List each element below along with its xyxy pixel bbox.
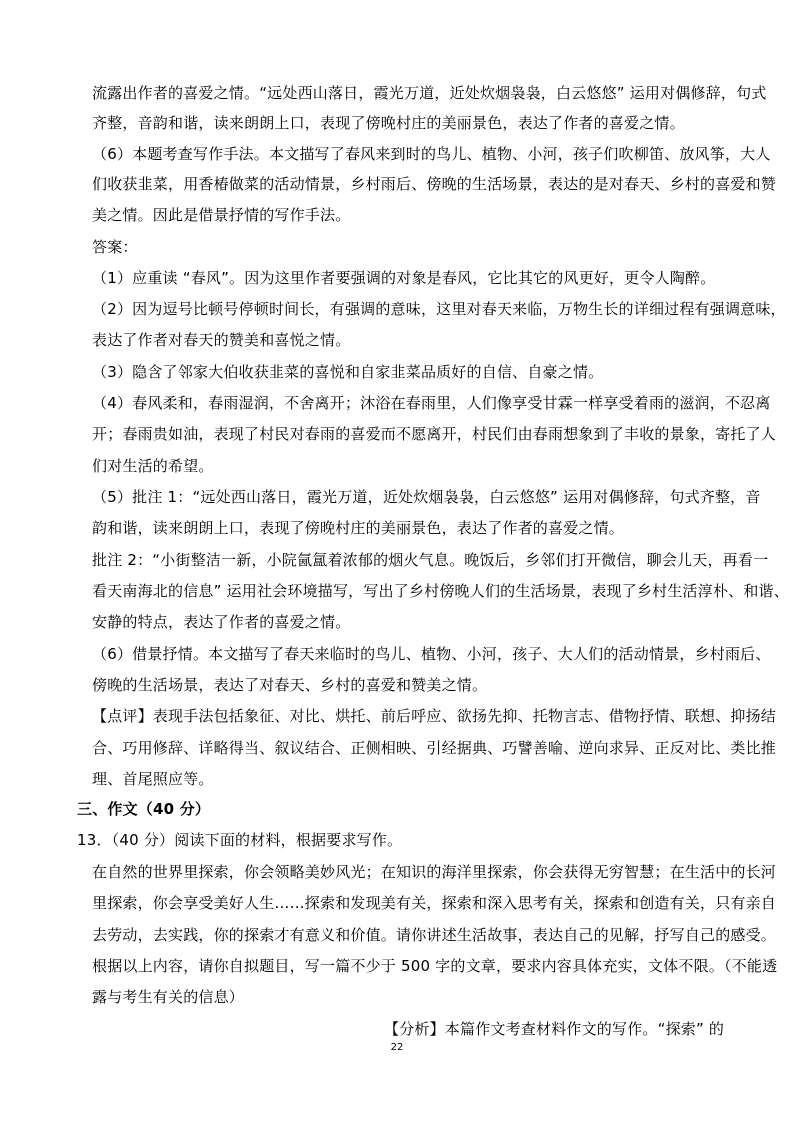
text-line: 开；春雨贵如油，表现了村民对春雨的喜爱而不愿离开，村民们由春雨想象到了丰收的景象，寄托了人 [92,425,777,443]
text-line: （6）本题考查写作手法。本文描写了春风来到时的鸟儿、植物、小河，孩子们吹柳笛、放风筝，大人 [92,145,771,163]
text-line: 齐整，音韵和谐，读来朗朗上口，表现了傍晚村庄的美丽景色，表达了作者的喜爱之情。 [92,114,685,132]
text-line: （5）批注 1：“远处西山落日，霞光万道，近处炊烟袅袅，白云悠悠” 运用对偶修辞，句式齐整，音 [92,488,761,506]
text-line: 流露出作者的喜爱之情。“远处西山落日，霞光万道，近处炊烟袅袅，白云悠悠” 运用对偶修辞，句式 [92,84,767,102]
question-line: 13．（40 分）阅读下面的材料，根据要求写作。 [77,831,403,849]
text-line: 韵和谐，读来朗朗上口，表现了傍晚村庄的美丽景色，表达了作者的喜爱之情。 [92,519,625,537]
text-line: （3）隐含了邻家大伯收获韭菜的喜悦和自家韭菜品质好的自信、自豪之情。 [92,363,604,381]
material-line: 露与考生有关的信息） [92,988,245,1006]
material-line: 根据以上内容，请你自拟题目，写一篇不少于 500 字的文章，要求内容具体充实，文体不限。（不能透 [92,957,778,975]
text-line: 理、首尾照应等。 [92,770,214,788]
analysis-line: 【分析】本篇作文考查材料作文的写作。“探索” 的 [384,1020,725,1038]
section-heading: 三、作文（40 分） [77,800,211,818]
text-line: 合、巧用修辞、详略得当、叙议结合、正侧相映、引经据典、巧譬善喻、逆向求异、正反对比、类比推 [92,739,777,757]
text-line: 表达了作者对春天的赞美和喜悦之情。 [92,331,351,349]
text-line: （4）春风柔和，春雨湿润，不舍离开；沐浴在春雨里，人们像享受甘霖一样享受着雨的滋润，不忍离 [92,394,771,412]
material-line: 里探索，你会享受美好人生……探索和发现美有关，探索和深入思考有关，探索和创造有关，只有亲自 [92,894,777,912]
answer-heading: 答案： [92,238,138,256]
text-line: 安静的特点，表达了作者的喜爱之情。 [92,613,351,631]
text-line: （2）因为逗号比顿号停顿时间长，有强调的意味，这里对春天来临，万物生长的详细过程有强调意味， [92,300,786,318]
material-line: 在自然的世界里探索，你会领略美妙风光；在知识的海洋里探索，你会获得无穷智慧；在生活中的长河 [92,863,777,881]
text-line: （1）应重读 “春风”。因为这里作者要强调的对象是春风，它比其它的风更好，更令人陶醉。 [92,269,716,287]
text-line: 批注 2：“小街整洁一新，小院氤氲着浓郁的烟火气息。晚饭后，乡邻们打开微信，聊会儿天，再看一 [92,551,769,569]
text-line: （6）借景抒情。本文描写了春天来临时的鸟儿、植物、小河，孩子、大人们的活动情景，乡村雨后、 [92,645,771,663]
page-number: 22 [390,1042,404,1053]
text-line: 们收获韭菜，用香椿做菜的活动情景，乡村雨后、傍晚的生活场景，表达的是对春天、乡村的喜爱和赞 [92,175,777,193]
text-line: 们对生活的希望。 [92,457,214,475]
comment-line: 【点评】表现手法包括象征、对比、烘托、前后呼应、欲扬先抑、托物言志、借物抒情、联想、抑扬结 [92,707,777,725]
text-line: 美之情。因此是借景抒情的写作手法。 [92,206,351,224]
text-line: 傍晚的生活场景，表达了对春天、乡村的喜爱和赞美之情。 [92,676,488,694]
text-line: 看天南海北的信息” 运用社会环境描写，写出了乡村傍晚人们的生活场景，表现了乡村生活淳朴、和谐、 [92,582,789,600]
material-line: 去劳动，去实践，你的探索才有意义和价值。请你讲述生活故事，表达自己的见解，抒写自己的感受。 [92,926,777,944]
